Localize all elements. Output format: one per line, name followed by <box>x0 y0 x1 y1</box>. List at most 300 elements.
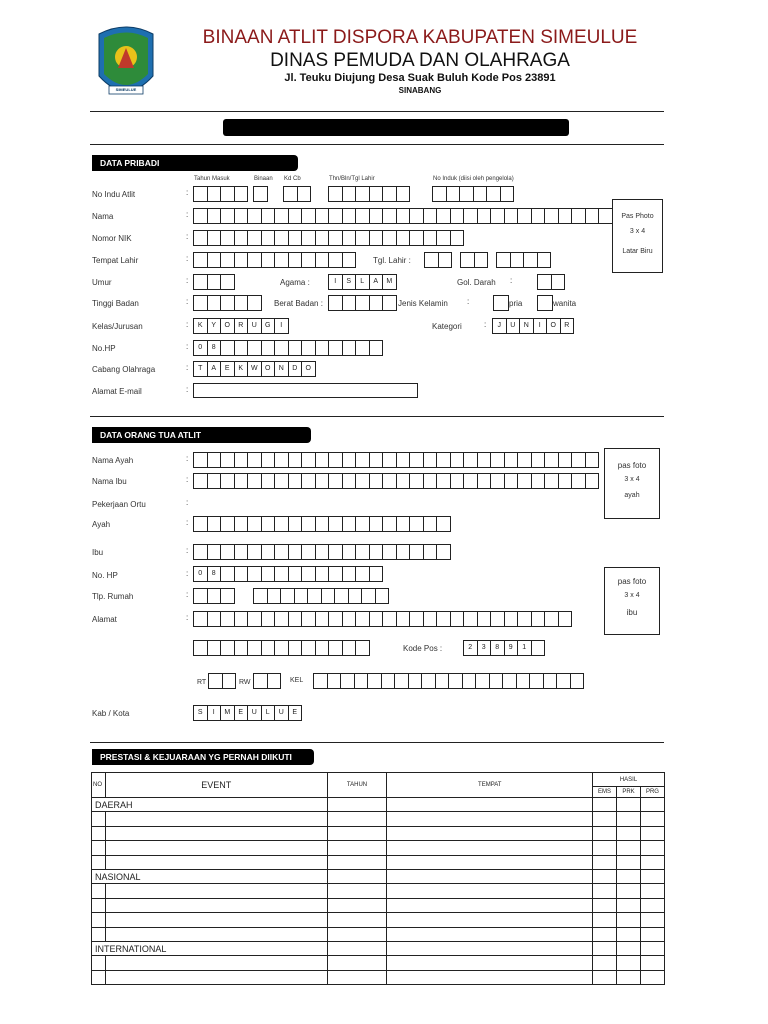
char-box[interactable]: E <box>288 705 303 721</box>
char-box[interactable] <box>220 340 235 356</box>
char-box[interactable] <box>321 588 336 604</box>
char-box[interactable] <box>340 673 355 689</box>
char-box[interactable] <box>516 673 531 689</box>
char-box[interactable] <box>234 452 249 468</box>
char-box[interactable] <box>342 186 357 202</box>
char-box[interactable] <box>315 452 330 468</box>
char-box[interactable] <box>369 230 384 246</box>
char-box[interactable] <box>247 295 262 311</box>
char-box[interactable] <box>261 208 276 224</box>
char-box[interactable]: K <box>193 318 208 334</box>
char-box[interactable] <box>220 544 235 560</box>
field-tempat-lahir[interactable] <box>193 252 355 267</box>
char-box[interactable] <box>261 252 276 268</box>
char-box[interactable] <box>301 230 316 246</box>
char-box[interactable] <box>207 473 222 489</box>
field-no-hp[interactable] <box>193 340 382 355</box>
char-box[interactable]: S <box>342 274 357 290</box>
char-box[interactable] <box>423 452 438 468</box>
char-box[interactable] <box>315 252 330 268</box>
char-box[interactable] <box>328 640 343 656</box>
field-umur[interactable] <box>193 274 234 289</box>
char-box[interactable] <box>301 544 316 560</box>
photo-box-atlit[interactable] <box>612 199 663 273</box>
char-box[interactable] <box>207 230 222 246</box>
char-box[interactable]: U <box>506 318 521 334</box>
char-box[interactable] <box>220 230 235 246</box>
char-box[interactable]: 1 <box>517 640 532 656</box>
char-box[interactable] <box>504 473 519 489</box>
char-box[interactable] <box>355 340 370 356</box>
char-box[interactable] <box>409 473 424 489</box>
char-box[interactable] <box>396 208 411 224</box>
char-box[interactable] <box>315 473 330 489</box>
char-box[interactable] <box>558 208 573 224</box>
char-box[interactable] <box>328 295 343 311</box>
char-box[interactable] <box>473 186 488 202</box>
char-box[interactable]: G <box>261 318 276 334</box>
char-box[interactable] <box>207 544 222 560</box>
char-box[interactable] <box>193 274 208 290</box>
char-box[interactable] <box>220 452 235 468</box>
char-box[interactable] <box>396 473 411 489</box>
char-box[interactable] <box>504 452 519 468</box>
char-box[interactable] <box>543 673 558 689</box>
char-box[interactable] <box>435 673 450 689</box>
char-box[interactable] <box>342 544 357 560</box>
char-box[interactable] <box>544 208 559 224</box>
char-box[interactable] <box>274 544 289 560</box>
char-box[interactable] <box>510 252 525 268</box>
char-box[interactable] <box>490 208 505 224</box>
char-box[interactable] <box>301 208 316 224</box>
char-box[interactable] <box>274 340 289 356</box>
char-box[interactable] <box>355 516 370 532</box>
char-box[interactable] <box>328 186 343 202</box>
field-kode-pos[interactable] <box>463 640 544 655</box>
char-box[interactable] <box>531 208 546 224</box>
char-box[interactable] <box>247 473 262 489</box>
char-box[interactable] <box>369 473 384 489</box>
char-box[interactable] <box>381 673 396 689</box>
char-box[interactable] <box>375 588 390 604</box>
char-box[interactable] <box>207 252 222 268</box>
char-box[interactable] <box>283 186 298 202</box>
char-box[interactable] <box>382 452 397 468</box>
char-box[interactable] <box>297 186 312 202</box>
char-box[interactable]: D <box>288 361 303 377</box>
char-box[interactable] <box>436 473 451 489</box>
char-box[interactable] <box>247 611 262 627</box>
char-box[interactable] <box>193 230 208 246</box>
char-box[interactable] <box>409 544 424 560</box>
char-box[interactable] <box>193 640 208 656</box>
char-box[interactable] <box>408 673 423 689</box>
char-box[interactable] <box>328 544 343 560</box>
char-box[interactable] <box>423 208 438 224</box>
char-box[interactable] <box>423 473 438 489</box>
char-box[interactable] <box>382 611 397 627</box>
char-box[interactable] <box>544 473 559 489</box>
char-box[interactable] <box>193 186 208 202</box>
char-box[interactable] <box>288 452 303 468</box>
char-box[interactable] <box>355 186 370 202</box>
char-box[interactable] <box>436 516 451 532</box>
field-pekerjaan-ayah[interactable] <box>193 516 450 531</box>
char-box[interactable]: E <box>234 705 249 721</box>
char-box[interactable] <box>355 230 370 246</box>
char-box[interactable]: L <box>261 705 276 721</box>
char-box[interactable] <box>274 473 289 489</box>
field-rt[interactable] <box>208 673 235 688</box>
char-box[interactable] <box>234 186 249 202</box>
char-box[interactable] <box>274 252 289 268</box>
char-box[interactable] <box>315 208 330 224</box>
char-box[interactable] <box>517 208 532 224</box>
field-nomor-nik[interactable] <box>193 230 463 245</box>
char-box[interactable]: 0 <box>193 340 208 356</box>
char-box[interactable] <box>234 340 249 356</box>
char-box[interactable] <box>342 611 357 627</box>
char-box[interactable] <box>477 473 492 489</box>
char-box[interactable] <box>247 252 262 268</box>
char-box[interactable] <box>301 473 316 489</box>
char-box[interactable] <box>436 452 451 468</box>
char-box[interactable] <box>315 230 330 246</box>
char-box[interactable]: I <box>533 318 548 334</box>
char-box[interactable] <box>193 611 208 627</box>
char-box[interactable] <box>396 516 411 532</box>
char-box[interactable]: K <box>234 361 249 377</box>
char-box[interactable] <box>274 452 289 468</box>
char-box[interactable] <box>394 673 409 689</box>
char-box[interactable] <box>274 640 289 656</box>
char-box[interactable] <box>531 611 546 627</box>
char-box[interactable] <box>220 274 235 290</box>
char-box[interactable] <box>558 611 573 627</box>
field-berat-badan[interactable] <box>328 295 396 310</box>
char-box[interactable] <box>504 611 519 627</box>
char-box[interactable] <box>328 611 343 627</box>
char-box[interactable] <box>301 516 316 532</box>
char-box[interactable] <box>261 640 276 656</box>
char-box[interactable] <box>424 252 439 268</box>
char-box[interactable] <box>355 473 370 489</box>
char-box[interactable] <box>288 516 303 532</box>
char-box[interactable] <box>523 252 538 268</box>
char-box[interactable] <box>409 611 424 627</box>
char-box[interactable] <box>327 673 342 689</box>
char-box[interactable] <box>301 566 316 582</box>
field-agama[interactable] <box>328 274 396 289</box>
char-box[interactable]: A <box>369 274 384 290</box>
char-box[interactable] <box>355 640 370 656</box>
char-box[interactable] <box>423 544 438 560</box>
char-box[interactable] <box>261 340 276 356</box>
char-box[interactable] <box>328 566 343 582</box>
char-box[interactable] <box>261 473 276 489</box>
char-box[interactable]: N <box>519 318 534 334</box>
char-box[interactable] <box>234 611 249 627</box>
char-box[interactable] <box>409 230 424 246</box>
char-box[interactable] <box>328 208 343 224</box>
char-box[interactable] <box>288 640 303 656</box>
char-box[interactable] <box>369 340 384 356</box>
char-box[interactable] <box>301 340 316 356</box>
char-box[interactable]: O <box>546 318 561 334</box>
char-box[interactable] <box>315 340 330 356</box>
char-box[interactable]: U <box>247 705 262 721</box>
char-box[interactable] <box>496 252 511 268</box>
char-box[interactable] <box>490 473 505 489</box>
char-box[interactable] <box>396 452 411 468</box>
char-box[interactable] <box>531 473 546 489</box>
char-box[interactable] <box>423 611 438 627</box>
char-box[interactable] <box>315 544 330 560</box>
field-thn-bln-tgl[interactable] <box>328 186 409 201</box>
field-tlp-rumah[interactable] <box>253 588 388 603</box>
char-box[interactable] <box>261 230 276 246</box>
char-box[interactable] <box>342 452 357 468</box>
char-box[interactable] <box>463 452 478 468</box>
char-box[interactable] <box>504 208 519 224</box>
char-box[interactable] <box>288 252 303 268</box>
char-box[interactable] <box>253 186 268 202</box>
char-box[interactable] <box>301 252 316 268</box>
char-box[interactable] <box>396 230 411 246</box>
char-box[interactable] <box>220 566 235 582</box>
char-box[interactable]: 9 <box>504 640 519 656</box>
char-box[interactable] <box>234 252 249 268</box>
char-box[interactable] <box>247 566 262 582</box>
field-rw[interactable] <box>253 673 280 688</box>
char-box[interactable] <box>274 516 289 532</box>
char-box[interactable] <box>207 611 222 627</box>
char-box[interactable] <box>261 611 276 627</box>
char-box[interactable] <box>486 186 501 202</box>
char-box[interactable]: L <box>355 274 370 290</box>
char-box[interactable] <box>220 186 235 202</box>
field-tgl-lahir-y[interactable] <box>496 252 550 267</box>
char-box[interactable] <box>247 516 262 532</box>
char-box[interactable] <box>274 566 289 582</box>
char-box[interactable] <box>369 295 384 311</box>
field-binaan[interactable] <box>253 186 267 201</box>
char-box[interactable] <box>475 673 490 689</box>
char-box[interactable]: I <box>274 318 289 334</box>
char-box[interactable] <box>436 544 451 560</box>
field-gol-darah[interactable] <box>537 274 564 289</box>
char-box[interactable] <box>307 588 322 604</box>
char-box[interactable] <box>529 673 544 689</box>
char-box[interactable] <box>328 452 343 468</box>
char-box[interactable] <box>367 673 382 689</box>
char-box[interactable] <box>558 452 573 468</box>
char-box[interactable]: O <box>261 361 276 377</box>
char-box[interactable] <box>288 230 303 246</box>
char-box[interactable] <box>207 452 222 468</box>
char-box[interactable] <box>462 673 477 689</box>
char-box[interactable]: Y <box>207 318 222 334</box>
field-tinggi-badan[interactable] <box>193 295 261 310</box>
field-kelas-jurusan[interactable] <box>193 318 288 333</box>
char-box[interactable] <box>544 452 559 468</box>
char-box[interactable] <box>208 673 223 689</box>
photo-box-ibu[interactable] <box>604 567 660 635</box>
char-box[interactable] <box>313 673 328 689</box>
char-box[interactable] <box>193 208 208 224</box>
char-box[interactable] <box>207 588 222 604</box>
char-box[interactable] <box>247 340 262 356</box>
char-box[interactable] <box>220 516 235 532</box>
char-box[interactable] <box>421 673 436 689</box>
char-box[interactable] <box>207 640 222 656</box>
char-box[interactable] <box>396 611 411 627</box>
char-box[interactable] <box>253 588 268 604</box>
char-box[interactable] <box>355 544 370 560</box>
char-box[interactable] <box>220 588 235 604</box>
char-box[interactable] <box>438 252 453 268</box>
char-box[interactable] <box>207 295 222 311</box>
char-box[interactable] <box>342 640 357 656</box>
char-box[interactable] <box>571 208 586 224</box>
field-tgl-lahir-m[interactable] <box>460 252 487 267</box>
char-box[interactable] <box>328 516 343 532</box>
char-box[interactable] <box>369 566 384 582</box>
char-box[interactable] <box>558 473 573 489</box>
checkbox-wanita[interactable] <box>537 295 553 311</box>
char-box[interactable]: 8 <box>207 340 222 356</box>
char-box[interactable] <box>409 452 424 468</box>
char-box[interactable] <box>234 516 249 532</box>
char-box[interactable] <box>477 208 492 224</box>
char-box[interactable] <box>193 473 208 489</box>
char-box[interactable] <box>342 566 357 582</box>
char-box[interactable] <box>382 230 397 246</box>
char-box[interactable] <box>477 611 492 627</box>
char-box[interactable] <box>531 452 546 468</box>
char-box[interactable] <box>220 252 235 268</box>
char-box[interactable] <box>459 186 474 202</box>
char-box[interactable] <box>474 252 489 268</box>
char-box[interactable] <box>423 230 438 246</box>
char-box[interactable] <box>355 452 370 468</box>
char-box[interactable] <box>207 516 222 532</box>
char-box[interactable] <box>234 230 249 246</box>
char-box[interactable] <box>301 611 316 627</box>
photo-box-ayah[interactable] <box>604 448 660 519</box>
char-box[interactable]: A <box>207 361 222 377</box>
char-box[interactable] <box>267 673 282 689</box>
char-box[interactable]: E <box>220 361 235 377</box>
char-box[interactable] <box>342 295 357 311</box>
char-box[interactable] <box>247 544 262 560</box>
char-box[interactable] <box>463 611 478 627</box>
char-box[interactable] <box>517 611 532 627</box>
char-box[interactable] <box>328 473 343 489</box>
char-box[interactable] <box>328 340 343 356</box>
char-box[interactable] <box>570 673 585 689</box>
char-box[interactable] <box>355 295 370 311</box>
char-box[interactable] <box>342 230 357 246</box>
char-box[interactable] <box>369 611 384 627</box>
char-box[interactable] <box>207 274 222 290</box>
char-box[interactable] <box>361 588 376 604</box>
field-tlp-rumah-kode[interactable] <box>193 588 234 603</box>
char-box[interactable]: N <box>274 361 289 377</box>
char-box[interactable] <box>193 252 208 268</box>
char-box[interactable] <box>261 566 276 582</box>
char-box[interactable]: J <box>492 318 507 334</box>
char-box[interactable] <box>315 611 330 627</box>
char-box[interactable] <box>517 452 532 468</box>
char-box[interactable] <box>315 516 330 532</box>
char-box[interactable]: S <box>193 705 208 721</box>
char-box[interactable] <box>315 566 330 582</box>
char-box[interactable] <box>342 208 357 224</box>
char-box[interactable] <box>288 544 303 560</box>
char-box[interactable] <box>571 473 586 489</box>
char-box[interactable] <box>450 230 465 246</box>
char-box[interactable] <box>193 295 208 311</box>
char-box[interactable] <box>207 208 222 224</box>
char-box[interactable] <box>234 640 249 656</box>
char-box[interactable] <box>261 544 276 560</box>
char-box[interactable] <box>585 473 600 489</box>
char-box[interactable] <box>598 208 613 224</box>
char-box[interactable] <box>531 640 546 656</box>
char-box[interactable] <box>369 208 384 224</box>
field-kd-cb[interactable] <box>283 186 310 201</box>
char-box[interactable] <box>261 452 276 468</box>
char-box[interactable] <box>369 186 384 202</box>
char-box[interactable]: 3 <box>477 640 492 656</box>
char-box[interactable]: R <box>560 318 575 334</box>
char-box[interactable] <box>382 516 397 532</box>
char-box[interactable] <box>436 230 451 246</box>
char-box[interactable] <box>234 208 249 224</box>
field-nama-ibu[interactable] <box>193 473 598 488</box>
char-box[interactable]: U <box>247 318 262 334</box>
char-box[interactable] <box>355 611 370 627</box>
char-box[interactable] <box>544 611 559 627</box>
field-no-induk[interactable] <box>432 186 513 201</box>
field-alamat-2[interactable] <box>193 640 369 655</box>
char-box[interactable] <box>409 516 424 532</box>
char-box[interactable] <box>436 208 451 224</box>
char-box[interactable] <box>220 640 235 656</box>
char-box[interactable] <box>450 452 465 468</box>
char-box[interactable] <box>517 473 532 489</box>
char-box[interactable] <box>382 208 397 224</box>
char-box[interactable] <box>193 588 208 604</box>
char-box[interactable] <box>328 252 343 268</box>
char-box[interactable] <box>342 473 357 489</box>
char-box[interactable] <box>288 208 303 224</box>
char-box[interactable]: I <box>328 274 343 290</box>
char-box[interactable] <box>450 473 465 489</box>
char-box[interactable] <box>396 544 411 560</box>
char-box[interactable] <box>382 544 397 560</box>
char-box[interactable]: 2 <box>463 640 478 656</box>
char-box[interactable] <box>247 208 262 224</box>
char-box[interactable]: R <box>234 318 249 334</box>
char-box[interactable] <box>585 452 600 468</box>
char-box[interactable] <box>261 516 276 532</box>
char-box[interactable]: I <box>207 705 222 721</box>
char-box[interactable] <box>348 588 363 604</box>
char-box[interactable] <box>301 452 316 468</box>
